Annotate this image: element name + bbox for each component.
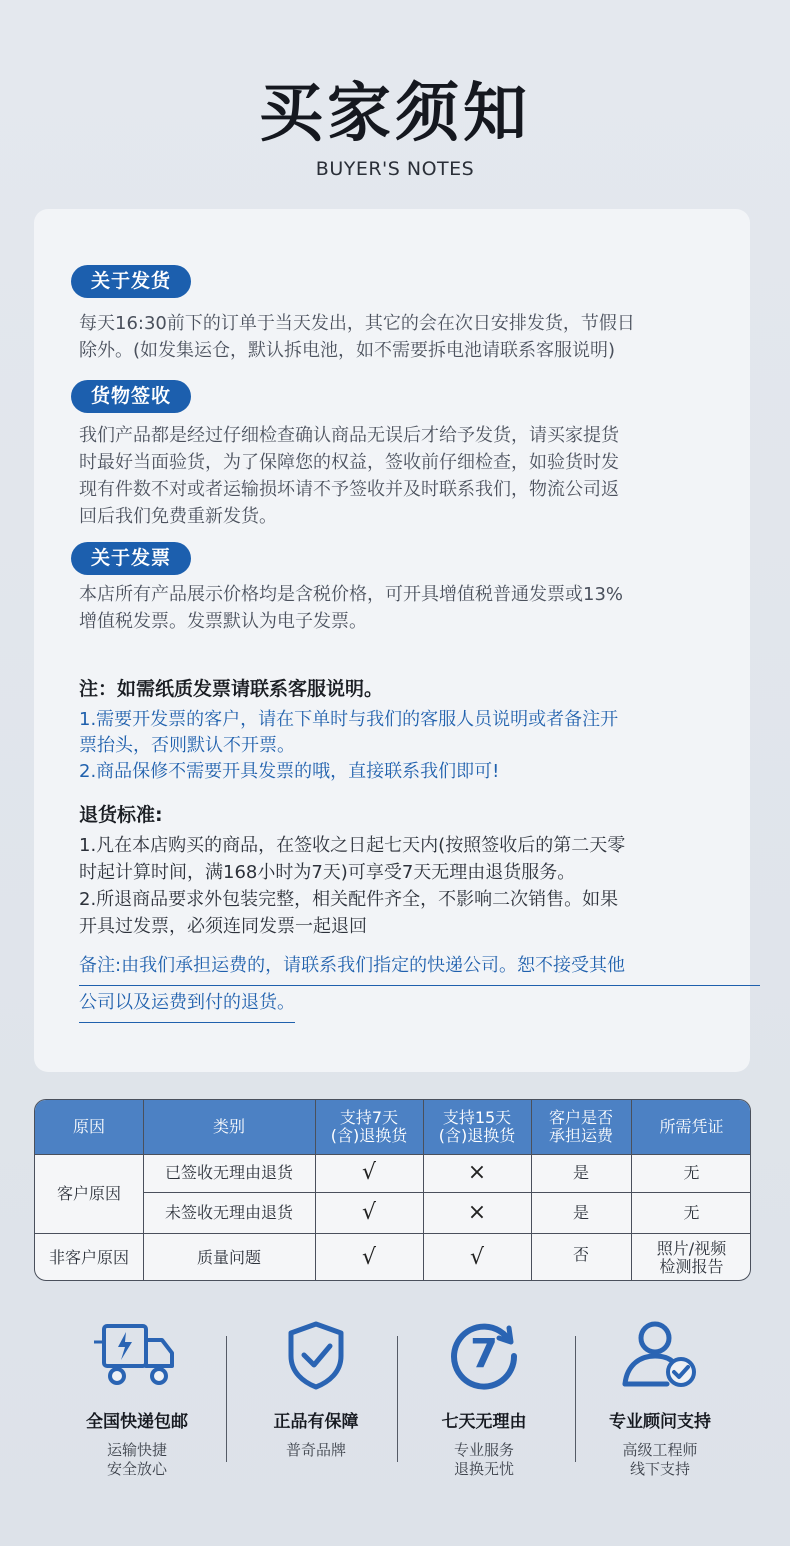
- feature-free-shipping: [42, 1320, 232, 1479]
- check-icon: √: [361, 1160, 377, 1185]
- table-cell-freight: 是: [572, 1163, 589, 1182]
- reason-group-customer: 客户原因: [56, 1183, 121, 1203]
- seven-days-icon: [439, 1320, 529, 1390]
- return-policy-table: [34, 1099, 751, 1281]
- feature-genuine: [221, 1320, 411, 1460]
- page-subtitle: BUYER'S NOTES: [315, 158, 475, 180]
- feature-line: 运输快捷: [106, 1441, 167, 1459]
- table-cell-freight: 是: [572, 1202, 589, 1222]
- feature-line: 线下支持: [629, 1460, 690, 1478]
- table-cell-category: 已签收无理由退货: [164, 1163, 293, 1182]
- table-header-cell: 支持15天 (含)退换货: [438, 1108, 516, 1145]
- return-policy-line: 2.所退商品要求外包装完整，相关配件齐全，不影响二次销售。如果: [79, 889, 619, 910]
- table-cell-category: 未签收无理由退货: [164, 1202, 293, 1222]
- feature-line: 专业服务: [453, 1441, 514, 1459]
- seven-days-badge: 7: [470, 1331, 498, 1377]
- feature-title: 正品有保障: [273, 1412, 359, 1432]
- table-header-cell: 原因: [72, 1117, 105, 1136]
- reason-group-non-customer: 非客户原因: [48, 1247, 129, 1267]
- receipt-text: [79, 422, 719, 530]
- invoice-note-line: 2.商品保修不需要开具发票的哦，直接联系我们即可!: [79, 761, 500, 782]
- section-label-receipt: 货物签收: [71, 380, 191, 413]
- check-icon: √: [469, 1244, 485, 1270]
- return-remark-line: 备注:由我们承担运费的，请联系我们指定的快递公司。恕不接受其他: [79, 953, 760, 986]
- invoice-note-line: 票抬头，否则默认不开票。: [79, 735, 295, 756]
- feature-line: 普奇品牌: [285, 1441, 346, 1459]
- section-label-invoice: 关于发票: [71, 542, 191, 575]
- shipping-line: 除外。(如发集运仓，默认拆电池，如不需要拆电池请联系客服说明): [79, 340, 616, 361]
- feature-title: 七天无理由: [441, 1412, 527, 1432]
- receipt-line: 回后我们免费重新发货。: [79, 506, 277, 527]
- invoice-note-text: [79, 707, 719, 785]
- table-header-cell: 支持7天 (含)退换货: [330, 1108, 408, 1145]
- section-label-shipping: 关于发货: [71, 265, 191, 298]
- table-cell-proof: 无: [683, 1163, 700, 1182]
- return-policy-line: 1.凡在本店购买的商品，在签收之日起七天内(按照签收后的第二天零: [79, 835, 626, 856]
- invoice-line: 本店所有产品展示价格均是含税价格，可开具增值税普通发票或13%: [79, 584, 624, 605]
- return-policy-text: [79, 832, 719, 940]
- feature-line: 退换无忧: [453, 1460, 514, 1478]
- consultant-icon: [615, 1320, 705, 1390]
- check-icon: √: [361, 1199, 377, 1225]
- feature-title: 专业顾问支持: [609, 1412, 711, 1432]
- feature-consultant: [565, 1320, 755, 1479]
- invoice-note-line: 1.需要开发票的客户，请在下单时与我们的客服人员说明或者备注开: [79, 709, 619, 730]
- table-header-cell: 所需凭证: [659, 1117, 724, 1136]
- return-policy-line: 时起计算时间，满168小时为7天)可享受7天无理由退货服务。: [79, 862, 576, 883]
- feature-title: 全国快递包邮: [86, 1412, 188, 1432]
- cross-icon: ×: [467, 1160, 487, 1185]
- return-remark-line: 公司以及运费到付的退货。: [79, 990, 295, 1023]
- receipt-line: 现有件数不对或者运输损坏请不予签收并及时联系我们，物流公司返: [79, 479, 619, 500]
- page-title: 买家须知: [259, 77, 531, 151]
- shield-check-icon: [271, 1320, 361, 1390]
- shipping-line: 每天16:30前下的订单于当天发出，其它的会在次日安排发货，节假日: [79, 313, 635, 334]
- proof-line: 照片/视频: [656, 1238, 727, 1258]
- invoice-note-heading: 注：如需纸质发票请联系客服说明。: [79, 678, 384, 700]
- table-header-cell: 类别: [212, 1117, 245, 1136]
- check-icon: √: [361, 1244, 377, 1270]
- table-cell-category: 质量问题: [196, 1247, 261, 1267]
- cross-icon: ×: [467, 1199, 487, 1225]
- table-header-cell: 客户是否 承担运费: [548, 1108, 613, 1145]
- invoice-text: [79, 581, 719, 635]
- notes-card: [34, 209, 750, 1072]
- feature-line: 安全放心: [106, 1460, 167, 1478]
- table-cell-proof: 无: [683, 1202, 700, 1222]
- shipping-text: [79, 310, 719, 364]
- receipt-line: 时最好当面验货，为了保障您的权益，签收前仔细检查，如验货时发: [79, 452, 619, 473]
- proof-line: 检测报告: [659, 1256, 724, 1276]
- feature-seven-day-return: [389, 1320, 579, 1479]
- return-policy-heading: 退货标准:: [79, 804, 163, 826]
- table-cell-freight: 否: [572, 1245, 589, 1264]
- table-cell-proof: [631, 1233, 751, 1281]
- receipt-line: 我们产品都是经过仔细检查确认商品无误后才给予发货，请买家提货: [79, 425, 619, 446]
- feature-line: 高级工程师: [622, 1441, 698, 1459]
- return-policy-line: 开具过发票，必须连同发票一起退回: [79, 916, 367, 937]
- delivery-truck-icon: [92, 1320, 182, 1390]
- invoice-line: 增值税发票。发票默认为电子发票。: [79, 611, 367, 632]
